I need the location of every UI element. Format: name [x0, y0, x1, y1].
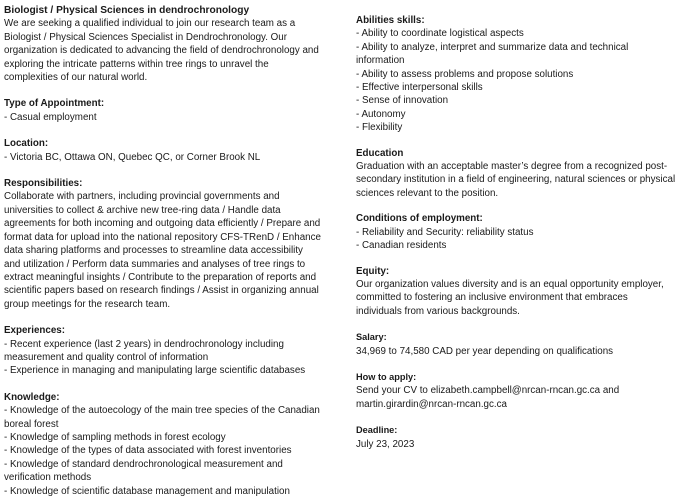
- list-item: - Autonomy: [356, 108, 406, 120]
- list-item: - Recent experience (last 2 years) in dendrochronology including measurement and quality control of information: [4, 338, 284, 363]
- conditions-heading: Conditions of employment:: [356, 213, 483, 225]
- list-item: - Reliability and Security: reliability status: [356, 226, 534, 238]
- conditions-list: [356, 226, 676, 253]
- experiences-heading: Experiences:: [4, 325, 65, 337]
- list-item: - Ability to coordinate logistical aspects: [356, 28, 524, 40]
- equity-text: Our organization values diversity and is an equal opportunity employer, committed to fostering an inclusive environment that embraces individuals from various backgrounds.: [356, 278, 664, 317]
- location-heading: Location:: [4, 138, 49, 150]
- deadline-heading: Deadline:: [356, 425, 398, 436]
- list-item: - Canadian residents: [356, 240, 447, 252]
- list-item: - Effective interpersonal skills: [356, 82, 483, 94]
- list-item: - Ability to analyze, interpret and summarize data and technical information: [356, 41, 629, 67]
- list-item: - Sense of innovation: [356, 95, 449, 107]
- appointment-heading: Type of Appointment:: [4, 98, 105, 110]
- responsibilities-heading: Responsibilities:: [4, 178, 83, 190]
- responsibilities-text: Collaborate with partners, including provincial governments and universities to collect & archive new tree-ring data / Handle data agreements for both incoming and outgoing data efficiently / Prepare and format data for upload into the national repository CFS-TRenD / Enhance data sharing platforms and processes to streamline data accessibility and utilization / Perform data summaries and analyses of tree rings to extract meaningful insights / Contribute to the preparation of reports and scientific papers based on research findings / Assist in organizing annual group meetings for the research team.: [4, 191, 321, 310]
- list-item: - Knowledge of the types of data associated with forest inventories: [4, 445, 292, 457]
- left-column: [4, 4, 322, 498]
- apply-text: Send your CV to elizabeth.campbell@nrcan-rncan.gc.ca and martin.girardin@nrcan-rncan.gc.ca: [356, 385, 620, 410]
- apply-heading: How to apply:: [356, 371, 417, 382]
- list-item: - Knowledge of the autoecology of the main tree species of the Canadian boreal forest: [4, 405, 320, 430]
- education-text: Graduation with an acceptable master’s degree from a recognized post-secondary institution in a field of engineering, natural sciences or physical sciences relevant to the position.: [356, 161, 676, 199]
- salary-text: 34,969 to 74,580 CAD per year depending on qualifications: [356, 345, 614, 357]
- location-list: [4, 151, 322, 164]
- list-item: - Flexibility: [356, 122, 403, 134]
- abilities-heading: Abilities skills:: [356, 15, 425, 26]
- list-item: - Casual employment: [4, 111, 97, 123]
- appointment-list: [4, 111, 322, 124]
- deadline-text: July 23, 2023: [356, 438, 415, 450]
- list-item: - Ability to assess problems and propose solutions: [356, 68, 574, 80]
- job-title: Biologist / Physical Sciences in dendrochronology: [4, 5, 250, 16]
- intro-paragraph: We are seeking a qualified individual to join our research team as a Biologist / Physical Sciences Specialist in Dendrochronology. Our organization is dedicated to advancing the field of dendrochronology and exploring the intricate patterns within tree rings to unravel the complexities of our natural world.: [4, 18, 319, 84]
- list-item: - Knowledge of standard dendrochronological measurement and verification methods: [4, 458, 283, 484]
- salary-heading: Salary:: [356, 332, 387, 343]
- equity-heading: Equity:: [356, 265, 390, 277]
- education-heading: Education: [356, 147, 404, 159]
- right-column: [356, 14, 676, 451]
- experiences-list: [4, 338, 322, 378]
- list-item: - Victoria BC, Ottawa ON, Quebec QC, or Corner Brook NL: [4, 151, 261, 163]
- list-item: - Knowledge of sampling methods in forest ecology: [4, 431, 226, 443]
- knowledge-heading: Knowledge:: [4, 391, 60, 403]
- list-item: - Experience in managing and manipulating large scientific databases: [4, 365, 306, 377]
- abilities-list: [356, 27, 676, 134]
- list-item: - Knowledge of scientific database management and manipulation: [4, 485, 290, 497]
